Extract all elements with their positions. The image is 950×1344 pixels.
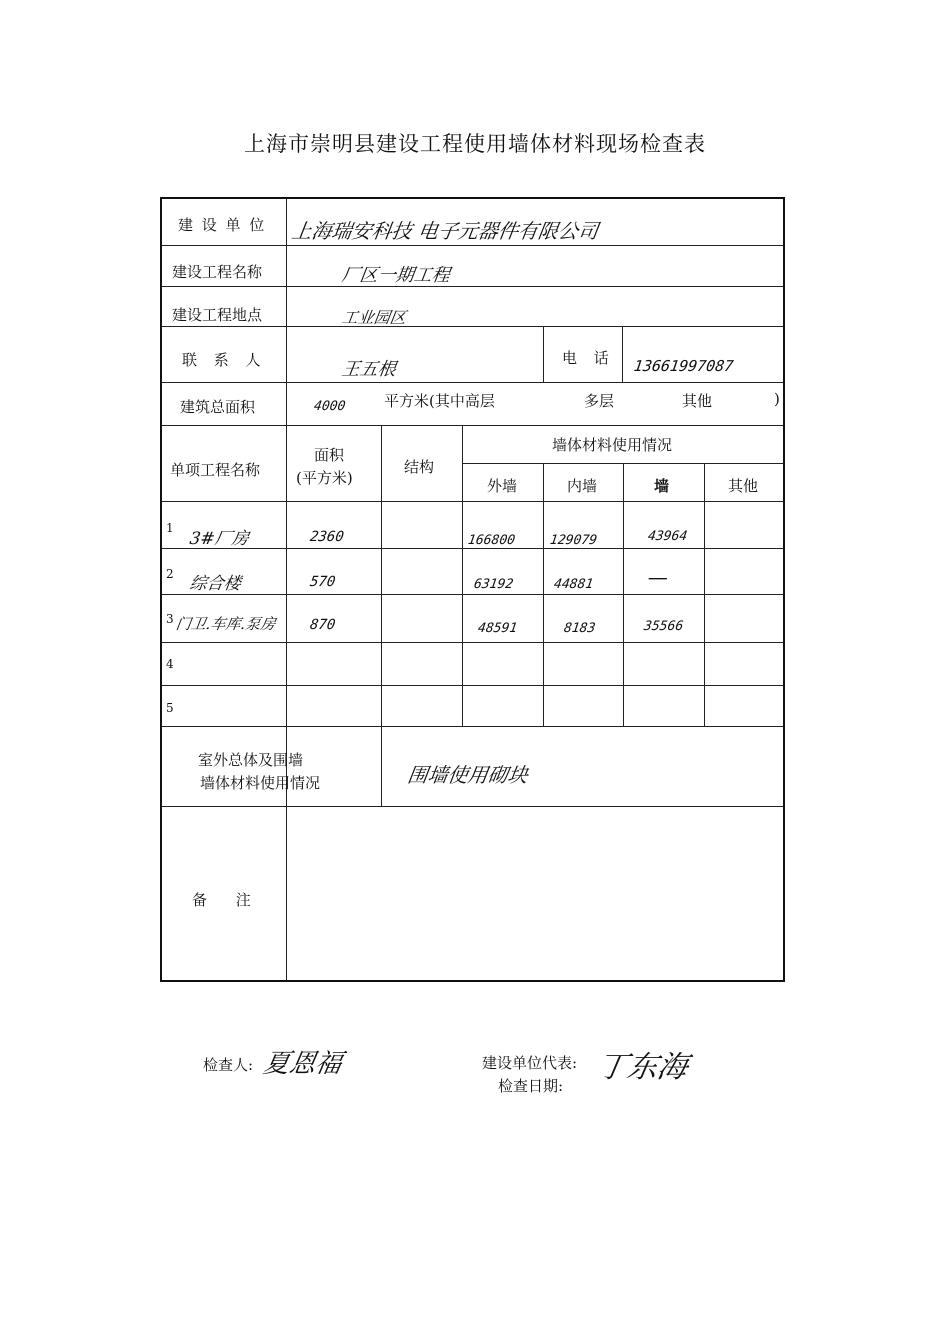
row-number: 3 (166, 612, 174, 626)
wall-usage-header: 墙体材料使用情况 (552, 436, 673, 454)
third-wall-header: 墙 (654, 477, 670, 495)
total-area-value: 4000 (312, 399, 347, 414)
contact-label: 联 系 人 (182, 351, 267, 369)
page-title: 上海市崇明县建设工程使用墙体材料现场检查表 (244, 132, 706, 156)
inspector-label: 检查人: (203, 1056, 254, 1074)
date-label: 检查日期: (498, 1077, 564, 1095)
row-outer: 63192 (472, 577, 515, 592)
inspector-signature: 夏恩福 (260, 1049, 345, 1079)
row-number: 4 (166, 657, 174, 671)
project-name-label: 建设工程名称 (172, 263, 263, 281)
row-name: 3#厂房 (188, 529, 251, 549)
structure-header: 结构 (404, 458, 435, 476)
inner-wall-header: 内墙 (567, 477, 598, 495)
row-area: 2360 (308, 529, 345, 545)
outdoor-label-line2: 墙体材料使用情况 (200, 774, 321, 792)
multi-storey-label: 多层 (584, 392, 615, 410)
remarks-label: 备 注 (192, 891, 263, 909)
phone-label: 电 话 (562, 349, 615, 367)
area-header-line1: 面积 (314, 446, 345, 464)
row-number: 1 (166, 521, 174, 535)
builder-value: 上海瑞安科技 电子元器件有限公司 (290, 219, 600, 243)
item-name-header: 单项工程名称 (170, 461, 261, 479)
row-area: 870 (308, 617, 337, 633)
row-number: 2 (166, 567, 174, 581)
row-outer: 166800 (466, 533, 517, 548)
close-paren: ) (774, 390, 780, 408)
outdoor-label-line1: 室外总体及围墙 (198, 751, 304, 769)
rep-label: 建设单位代表: (482, 1054, 578, 1072)
row-inner: 8183 (562, 621, 597, 636)
rep-signature: 丁东海 (594, 1050, 691, 1085)
row-area: 570 (308, 574, 337, 590)
row-third: — (646, 565, 670, 589)
project-site-label: 建设工程地点 (172, 306, 263, 324)
other-col-header: 其他 (728, 477, 759, 495)
row-number: 5 (166, 701, 174, 715)
other-type-label: 其他 (682, 392, 713, 410)
row-inner: 44881 (552, 577, 595, 592)
row-third: 35566 (642, 619, 685, 634)
inspection-form (160, 197, 785, 982)
phone-value: 13661997087 (632, 357, 735, 375)
row-outer: 48591 (476, 621, 519, 636)
row-third: 43964 (646, 529, 689, 544)
project-name-value: 厂区一期工程 (340, 265, 452, 286)
area-unit-note: 平方米(其中高层 (384, 392, 495, 410)
project-site-value: 工业园区 (340, 308, 408, 327)
area-header-line2: (平方米) (296, 469, 353, 487)
outer-wall-header: 外墙 (487, 477, 518, 495)
row-name: 门卫.车库.泵房 (174, 615, 277, 633)
contact-value: 王五根 (340, 359, 398, 380)
row-inner: 129079 (548, 533, 599, 548)
builder-label: 建 设 单 位 (178, 216, 267, 234)
outdoor-usage-value: 围墙使用砌块 (406, 763, 530, 787)
total-area-label: 建筑总面积 (180, 398, 256, 416)
row-name: 综合楼 (188, 574, 243, 594)
